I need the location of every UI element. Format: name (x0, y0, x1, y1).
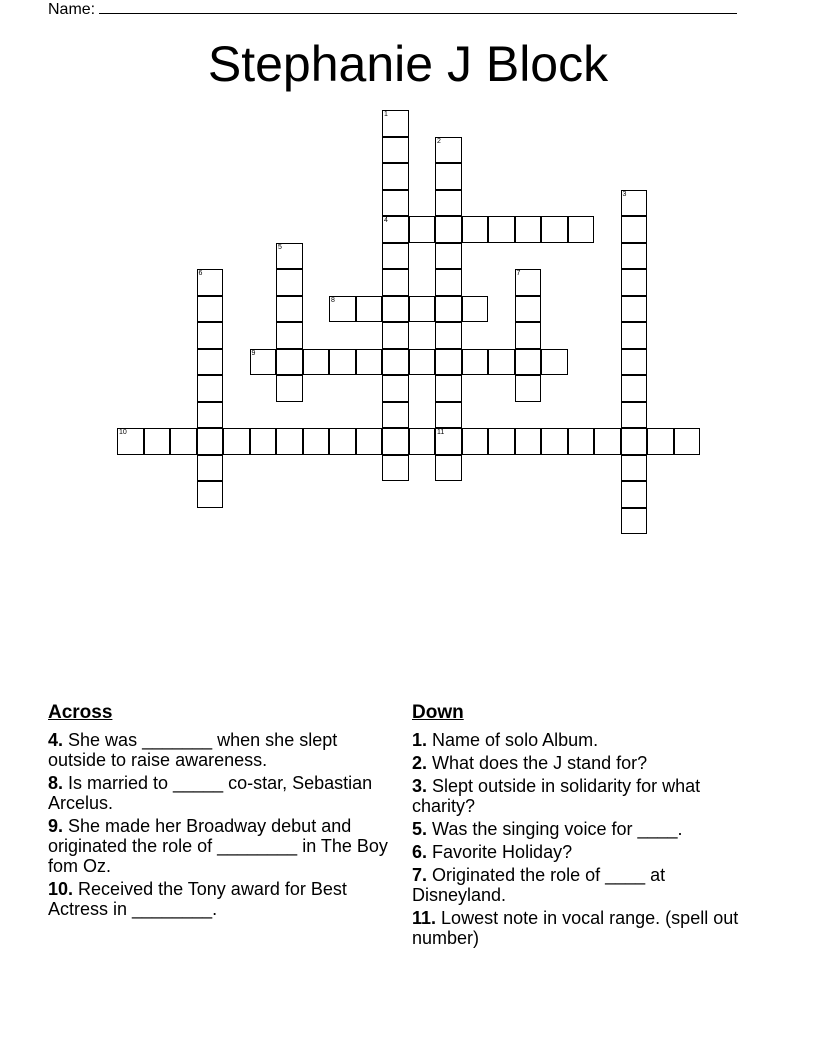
clue-text: Slept outside in solidarity for what charity? (412, 776, 701, 816)
crossword-cell[interactable] (356, 349, 383, 376)
clue-across-10 (48, 879, 390, 919)
clue-text: Favorite Holiday? (432, 842, 573, 862)
clue-number: 10. (48, 879, 74, 899)
crossword-cell[interactable] (197, 481, 224, 508)
crossword-cell[interactable] (409, 216, 436, 243)
crossword-cell[interactable] (382, 296, 409, 323)
crossword-cell[interactable] (515, 349, 542, 376)
crossword-cell[interactable] (621, 455, 648, 482)
crossword-cell[interactable] (488, 216, 515, 243)
clue-number: 11. (412, 908, 437, 928)
crossword-cell[interactable] (621, 216, 648, 243)
crossword-cell[interactable] (515, 428, 542, 455)
crossword-cell[interactable] (250, 349, 277, 376)
clue-number: 4. (48, 730, 64, 750)
crossword-cell[interactable] (329, 428, 356, 455)
clue-number: 3. (412, 776, 428, 796)
crossword-cell[interactable] (382, 455, 409, 482)
crossword-cell[interactable] (621, 190, 648, 217)
clue-down-6 (412, 842, 762, 862)
clue-down-1 (412, 730, 762, 750)
crossword-cell[interactable] (488, 349, 515, 376)
crossword-cell[interactable] (515, 375, 542, 402)
clue-text: Is married to _____ co-star, Sebastian Arcelus. (48, 773, 373, 813)
crossword-cell[interactable] (621, 296, 648, 323)
clue-down-2 (412, 753, 762, 773)
clue-text: Received the Tony award for Best Actress in ________. (48, 879, 347, 919)
crossword-cell[interactable] (197, 428, 224, 455)
crossword-cell[interactable] (621, 402, 648, 429)
crossword-cell[interactable] (621, 243, 648, 270)
cell-number: 7 (516, 270, 521, 277)
cell-number: 10 (119, 429, 127, 436)
clue-text: Was the singing voice for ____. (432, 819, 683, 839)
crossword-cell[interactable] (382, 375, 409, 402)
crossword-cell[interactable] (276, 296, 303, 323)
crossword-cell[interactable] (621, 428, 648, 455)
crossword-cell[interactable] (435, 216, 462, 243)
crossword-cell[interactable] (144, 428, 171, 455)
cell-number: 8 (331, 296, 335, 304)
crossword-cell[interactable] (382, 322, 409, 349)
across-heading: Across (48, 702, 113, 723)
crossword-cell[interactable] (488, 428, 515, 455)
clue-text: What does the J stand for? (432, 753, 648, 773)
crossword-cell[interactable] (568, 428, 595, 455)
crossword-cell[interactable] (409, 349, 436, 376)
clue-across-9 (48, 816, 390, 876)
name-label: Name: (48, 1, 96, 18)
crossword-cell[interactable] (409, 428, 436, 455)
crossword-cell[interactable] (303, 349, 330, 376)
down-clues (412, 702, 762, 951)
crossword-cell[interactable] (382, 110, 409, 137)
clue-text: She made her Broadway debut and originated the role of ________ in The Boy fom Oz. (48, 816, 388, 876)
cell-number: 11 (437, 429, 445, 436)
crossword-cell[interactable] (435, 322, 462, 349)
crossword-cell[interactable] (117, 428, 144, 455)
crossword-cell[interactable] (621, 508, 648, 535)
crossword-cell[interactable] (276, 322, 303, 349)
clue-down-5 (412, 819, 762, 839)
crossword-cell[interactable] (435, 190, 462, 217)
crossword-cell[interactable] (462, 216, 489, 243)
crossword-cell[interactable] (197, 322, 224, 349)
crossword-cell[interactable] (382, 137, 409, 164)
crossword-cell[interactable] (382, 402, 409, 429)
crossword-cell[interactable] (435, 455, 462, 482)
crossword-cell[interactable] (435, 296, 462, 323)
crossword-cell[interactable] (674, 428, 701, 455)
crossword-cell[interactable] (197, 296, 224, 323)
cell-number: 9 (251, 349, 256, 357)
crossword-cell[interactable] (435, 269, 462, 296)
crossword-cell[interactable] (329, 349, 356, 376)
crossword-cell[interactable] (594, 428, 621, 455)
crossword-cell[interactable] (250, 428, 277, 455)
crossword-cell[interactable] (621, 375, 648, 402)
across-clues (48, 702, 390, 922)
clue-text: She was _______ when she slept outside to raise awareness. (48, 730, 338, 770)
clue-text: Originated the role of ____ at Disneyland. (412, 865, 666, 905)
crossword-cell[interactable] (329, 296, 356, 323)
cell-number: 5 (278, 243, 282, 251)
clue-number: 9. (48, 816, 64, 836)
crossword-cell[interactable] (515, 296, 542, 323)
page-title: Stephanie J Block (207, 36, 609, 92)
clue-number: 1. (412, 730, 428, 750)
crossword-cell[interactable] (435, 243, 462, 270)
crossword-cell[interactable] (197, 269, 224, 296)
clue-number: 2. (412, 753, 428, 773)
crossword-cell[interactable] (462, 296, 489, 323)
crossword-cell[interactable] (435, 402, 462, 429)
cell-number: 2 (437, 137, 441, 145)
crossword-cell[interactable] (647, 428, 674, 455)
clue-number: 7. (412, 865, 428, 885)
cell-number: 4 (384, 217, 388, 224)
crossword-cell[interactable] (568, 216, 595, 243)
crossword-cell[interactable] (382, 269, 409, 296)
crossword-cell[interactable] (462, 349, 489, 376)
crossword-cell[interactable] (621, 481, 648, 508)
clue-across-4 (48, 730, 390, 770)
crossword-cell[interactable] (197, 402, 224, 429)
cell-number: 3 (622, 190, 627, 198)
crossword-cell[interactable] (303, 428, 330, 455)
crossword-cell[interactable] (382, 216, 409, 243)
crossword-cell[interactable] (621, 349, 648, 376)
crossword-cell[interactable] (621, 322, 648, 349)
crossword-cell[interactable] (515, 216, 542, 243)
crossword-cell[interactable] (223, 428, 250, 455)
clue-number: 6. (412, 842, 428, 862)
crossword-cell[interactable] (435, 163, 462, 190)
crossword-cell[interactable] (462, 428, 489, 455)
cell-number: 1 (384, 111, 388, 118)
crossword-cell[interactable] (276, 349, 303, 376)
crossword-cell[interactable] (276, 269, 303, 296)
crossword-cell[interactable] (409, 296, 436, 323)
crossword-cell[interactable] (276, 243, 303, 270)
crossword-cell[interactable] (356, 428, 383, 455)
crossword-cell[interactable] (435, 375, 462, 402)
crossword-cell[interactable] (435, 428, 462, 455)
crossword-cell[interactable] (541, 216, 568, 243)
crossword-cell[interactable] (621, 269, 648, 296)
clue-down-11 (412, 908, 762, 948)
crossword-cell[interactable] (197, 375, 224, 402)
crossword-cell[interactable] (435, 137, 462, 164)
crossword-cell[interactable] (170, 428, 197, 455)
cell-number: 6 (198, 270, 203, 277)
clue-down-3 (412, 776, 762, 816)
clue-number: 5. (412, 819, 428, 839)
crossword-cell[interactable] (515, 269, 542, 296)
crossword-cell[interactable] (382, 428, 409, 455)
crossword-cell[interactable] (382, 163, 409, 190)
clue-number: 8. (48, 773, 64, 793)
crossword-cell[interactable] (356, 296, 383, 323)
crossword-cell[interactable] (276, 375, 303, 402)
crossword-cell[interactable] (382, 243, 409, 270)
crossword-cell[interactable] (541, 428, 568, 455)
crossword-cell[interactable] (382, 190, 409, 217)
crossword-cell[interactable] (515, 322, 542, 349)
clue-text: Lowest note in vocal range. (spell out number) (412, 908, 739, 948)
clue-across-8 (48, 773, 390, 813)
crossword-cell[interactable] (197, 349, 224, 376)
clue-text: Name of solo Album. (432, 730, 599, 750)
down-heading: Down (412, 702, 464, 723)
crossword-cell[interactable] (382, 349, 409, 376)
crossword-cell[interactable] (197, 455, 224, 482)
crossword-cell[interactable] (276, 428, 303, 455)
crossword-cell[interactable] (541, 349, 568, 376)
clue-down-7 (412, 865, 762, 905)
crossword-cell[interactable] (435, 349, 462, 376)
